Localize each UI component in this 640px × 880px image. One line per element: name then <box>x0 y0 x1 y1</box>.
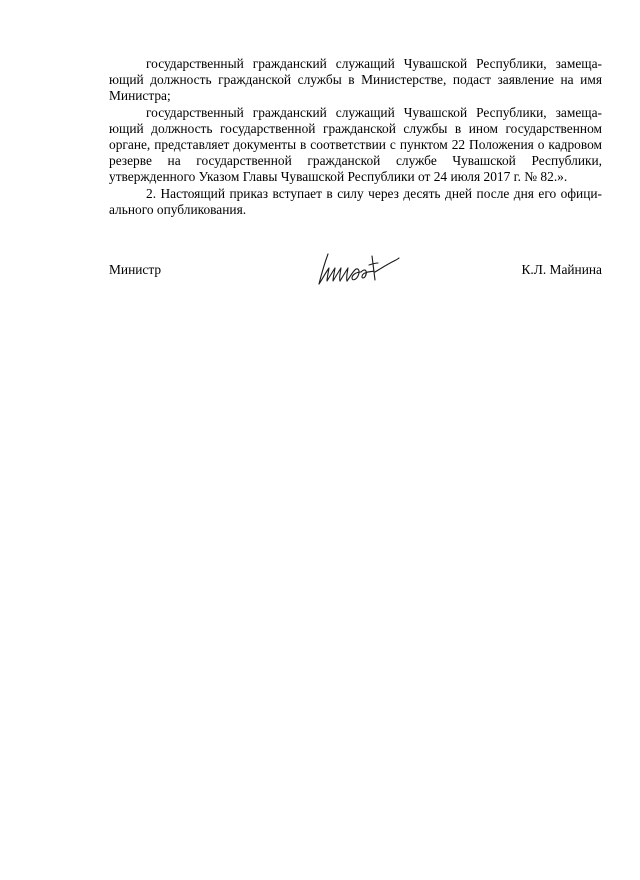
handwritten-signature <box>314 250 400 288</box>
paragraph-civil-servant-ministry: государственный гражданский служащий Чувашской Республики, замещающий должность гражданской службы в Министерстве, подаст заявление на имя Министра; <box>109 56 602 104</box>
signatory-name: К.Л. Майнина <box>521 262 602 277</box>
document-body <box>109 56 602 218</box>
signatory-title: Министр <box>109 262 162 277</box>
paragraph-civil-servant-other-body: государственный гражданский служащий Чувашской Республики, замещающий должность государственной гражданской службы в ином государственном органе, представляет документы в соответствии с пунктом 22 Положения о кадровом резерве на государственной гражданской службе Чувашской Республики, утвержденного Указом Главы Чувашской Республики от 24 июля 2017 г. № 82.». <box>109 104 602 185</box>
signature-block <box>109 250 602 290</box>
paragraph-entry-into-force: 2. Настоящий приказ вступает в силу через десять дней после дня его официального опубликования. <box>109 185 602 217</box>
